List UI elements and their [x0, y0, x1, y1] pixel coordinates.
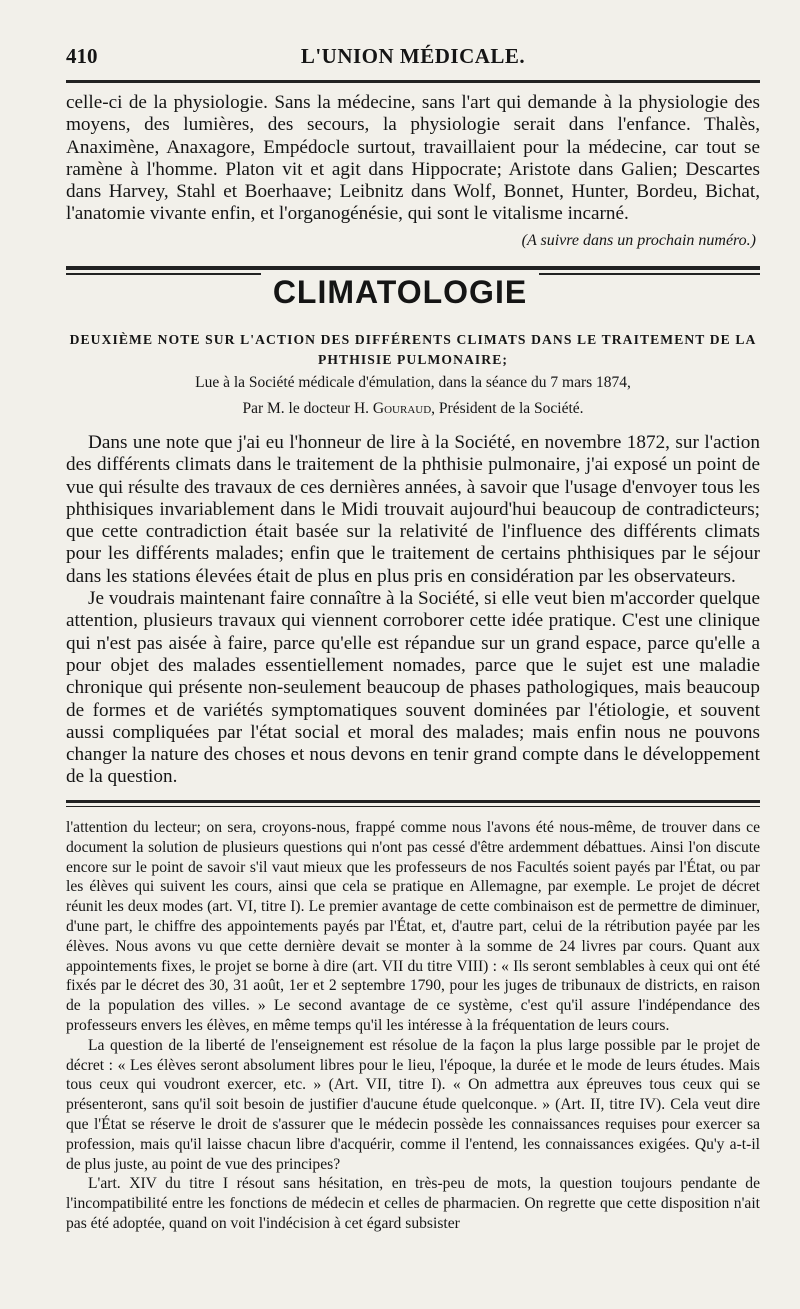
reading-note: Lue à la Société médicale d'émulation, dans la séance du 7 mars 1874,: [195, 374, 631, 391]
page-number: 410: [66, 44, 98, 68]
article-paragraph: Je voudrais maintenant faire connaître à la Société, si elle veut bien m'accorder quelque attention, plusieurs travaux qui viennent corroborer cette idée pratique. C'est une clinique qui n'est pas aisée à faire, parce qu'elle est répandue sur un grand espace, parce qu'elle a pour objet des malades essentiellement nomades, parce que le sujet est une maladie chronique qui présente non-seulement beaucoup de phases pathologiques, mais beaucoup de formes et de variétés symptomatiques souvent dominées par l'étiologie, et souvent aussi compliquées par l'état social et moral des malades; mais enfin nous ne pouvons changer la nature des choses et nous devons en tenir grand compte dans le développement de la question.: [66, 588, 760, 788]
running-head: [66, 44, 760, 76]
section-title-text: CLIMATOLOGIE: [261, 270, 539, 315]
byline-prefix: Par M. le docteur H.: [242, 400, 370, 417]
feuilleton-body: [66, 818, 760, 1234]
previous-article: [66, 92, 760, 252]
continued-note: (A suivre dans un prochain numéro.): [521, 231, 756, 249]
journal-title: L'UNION MÉDICALE.: [300, 44, 526, 68]
article-paragraph: Dans une note que j'ai eu l'honneur de lire à la Société, en novembre 1872, sur l'action des différents climats dans le traitement de la phthisie pulmonaire, j'ai exposé un point de vue qui résulte des travaux de ces dernières années, à savoir que l'usage d'envoyer tous les phthisiques invariablement dans le Midi trouvait aujourd'hui beaucoup de contradicteurs; que cette contradiction était basée sur la relativité de l'influence des différents climats pour les différents malades; enfin que le traitement de certains phthisiques par le séjour dans les stations élevées était de plus en plus pris en considération par les observateurs.: [66, 432, 760, 587]
header-rule: [66, 80, 760, 83]
feuilleton-paragraph: L'art. XIV du titre I résout sans hésitation, en très-peu de mots, la question toujours pendante de l'incompatibilité entre les fonctions de médecin et celles de pharmacien. On regrette que cette disposition n'ait pas été adoptée, quand on voit l'indécision à cet égard subsister: [66, 1175, 760, 1232]
feuilleton-rule-thick: [66, 800, 760, 803]
byline-suffix: Président de la Société.: [438, 400, 584, 417]
feuilleton-paragraph: l'attention du lecteur; on sera, croyons-nous, frappé comme nous l'avons été nous-même, de trouver dans ce document la solution de plusieurs questions qui n'ont pas cessé d'être ardemment débattues. Ainsi l'on discute encore sur le point de savoir s'il vaut mieux que les professeurs de nos Facultés soient payés par l'État, ou par les élèves qui suivent les cours, ainsi que cela se pratique en Allemagne, par exemple. Le projet de décret réunit les deux modes (art. VI, titre I). Le premier avantage de cette combinaison est de permettre de diminuer, d'une part, le chiffre des appointements payés par l'État, et, d'autre part, celui de la rétribution payée par les élèves. Nous avons vu que cette dernière devait se monter à la somme de 24 livres par cours. Quant aux appointements fixes, le projet se borne à dire (art. VII du titre VIII) : « Ils seront semblables à ceux qui ont été fixés par le décret des 30, 31 août, 1er et 2 septembre 1790, pour les juges de tribunaux de districts, en raison de la population des villes. » Le second avantage de ce système, c'est qu'il assure l'indépendance des professeurs envers les élèves, en même temps qu'il les intéresse à la fréquentation de leurs cours.: [66, 819, 760, 1034]
article-subtitle: DEUXIÈME NOTE SUR L'ACTION DES DIFFÉRENTS CLIMATS DANS LE TRAITEMENT DE LA PHTHISIE PULMONAIRE;: [69, 332, 757, 367]
feuilleton-rule-thin: [66, 806, 760, 807]
section-title: [0, 270, 800, 315]
article-body: [66, 432, 760, 789]
author-name: Gouraud,: [372, 400, 436, 417]
byline: [66, 400, 760, 418]
feuilleton-paragraph: La question de la liberté de l'enseignement est résolue de la façon la plus large possible par le projet de décret : « Les élèves seront absolument libres pour le lieu, l'époque, la durée et le mode de leurs études. Mais tous ceux qui voudront exercer, etc. » (Art. VII, titre I). « On admettra aux épreuves tous ceux qui se présenteront, sans qu'il soit besoin de justifier d'aucune étude quelconque. » (Art. II, titre IV). Cela veut dire que l'État se réserve le droit de s'assurer que le médecin possède les connaissances requises pour exercer sa profession, mais qu'il laisse chacun libre d'acquérir, comme il l'entend, les connaissances exigées. Qu'y a-t-il de plus juste, au point de vue des principes?: [66, 1036, 760, 1173]
previous-article-text: celle-ci de la physiologie. Sans la médecine, sans l'art qui demande à la physiologie des moyens, des lumières, des secours, la physiologie serait dans l'enfance. Thalès, Anaximène, Anaxagore, Empédocle surtout, travaillaient pour la médecine, car tout se ramène à l'homme. Platon vit et agit dans Hippocrate; Aristote dans Galien; Descartes dans Harvey, Stahl et Boerhaave; Leibnitz dans Wolf, Bonnet, Hunter, Bordeu, Bichat, l'anatomie vivante enfin, et l'organogénésie, qui sont le vitalisme incarné.: [66, 92, 760, 225]
